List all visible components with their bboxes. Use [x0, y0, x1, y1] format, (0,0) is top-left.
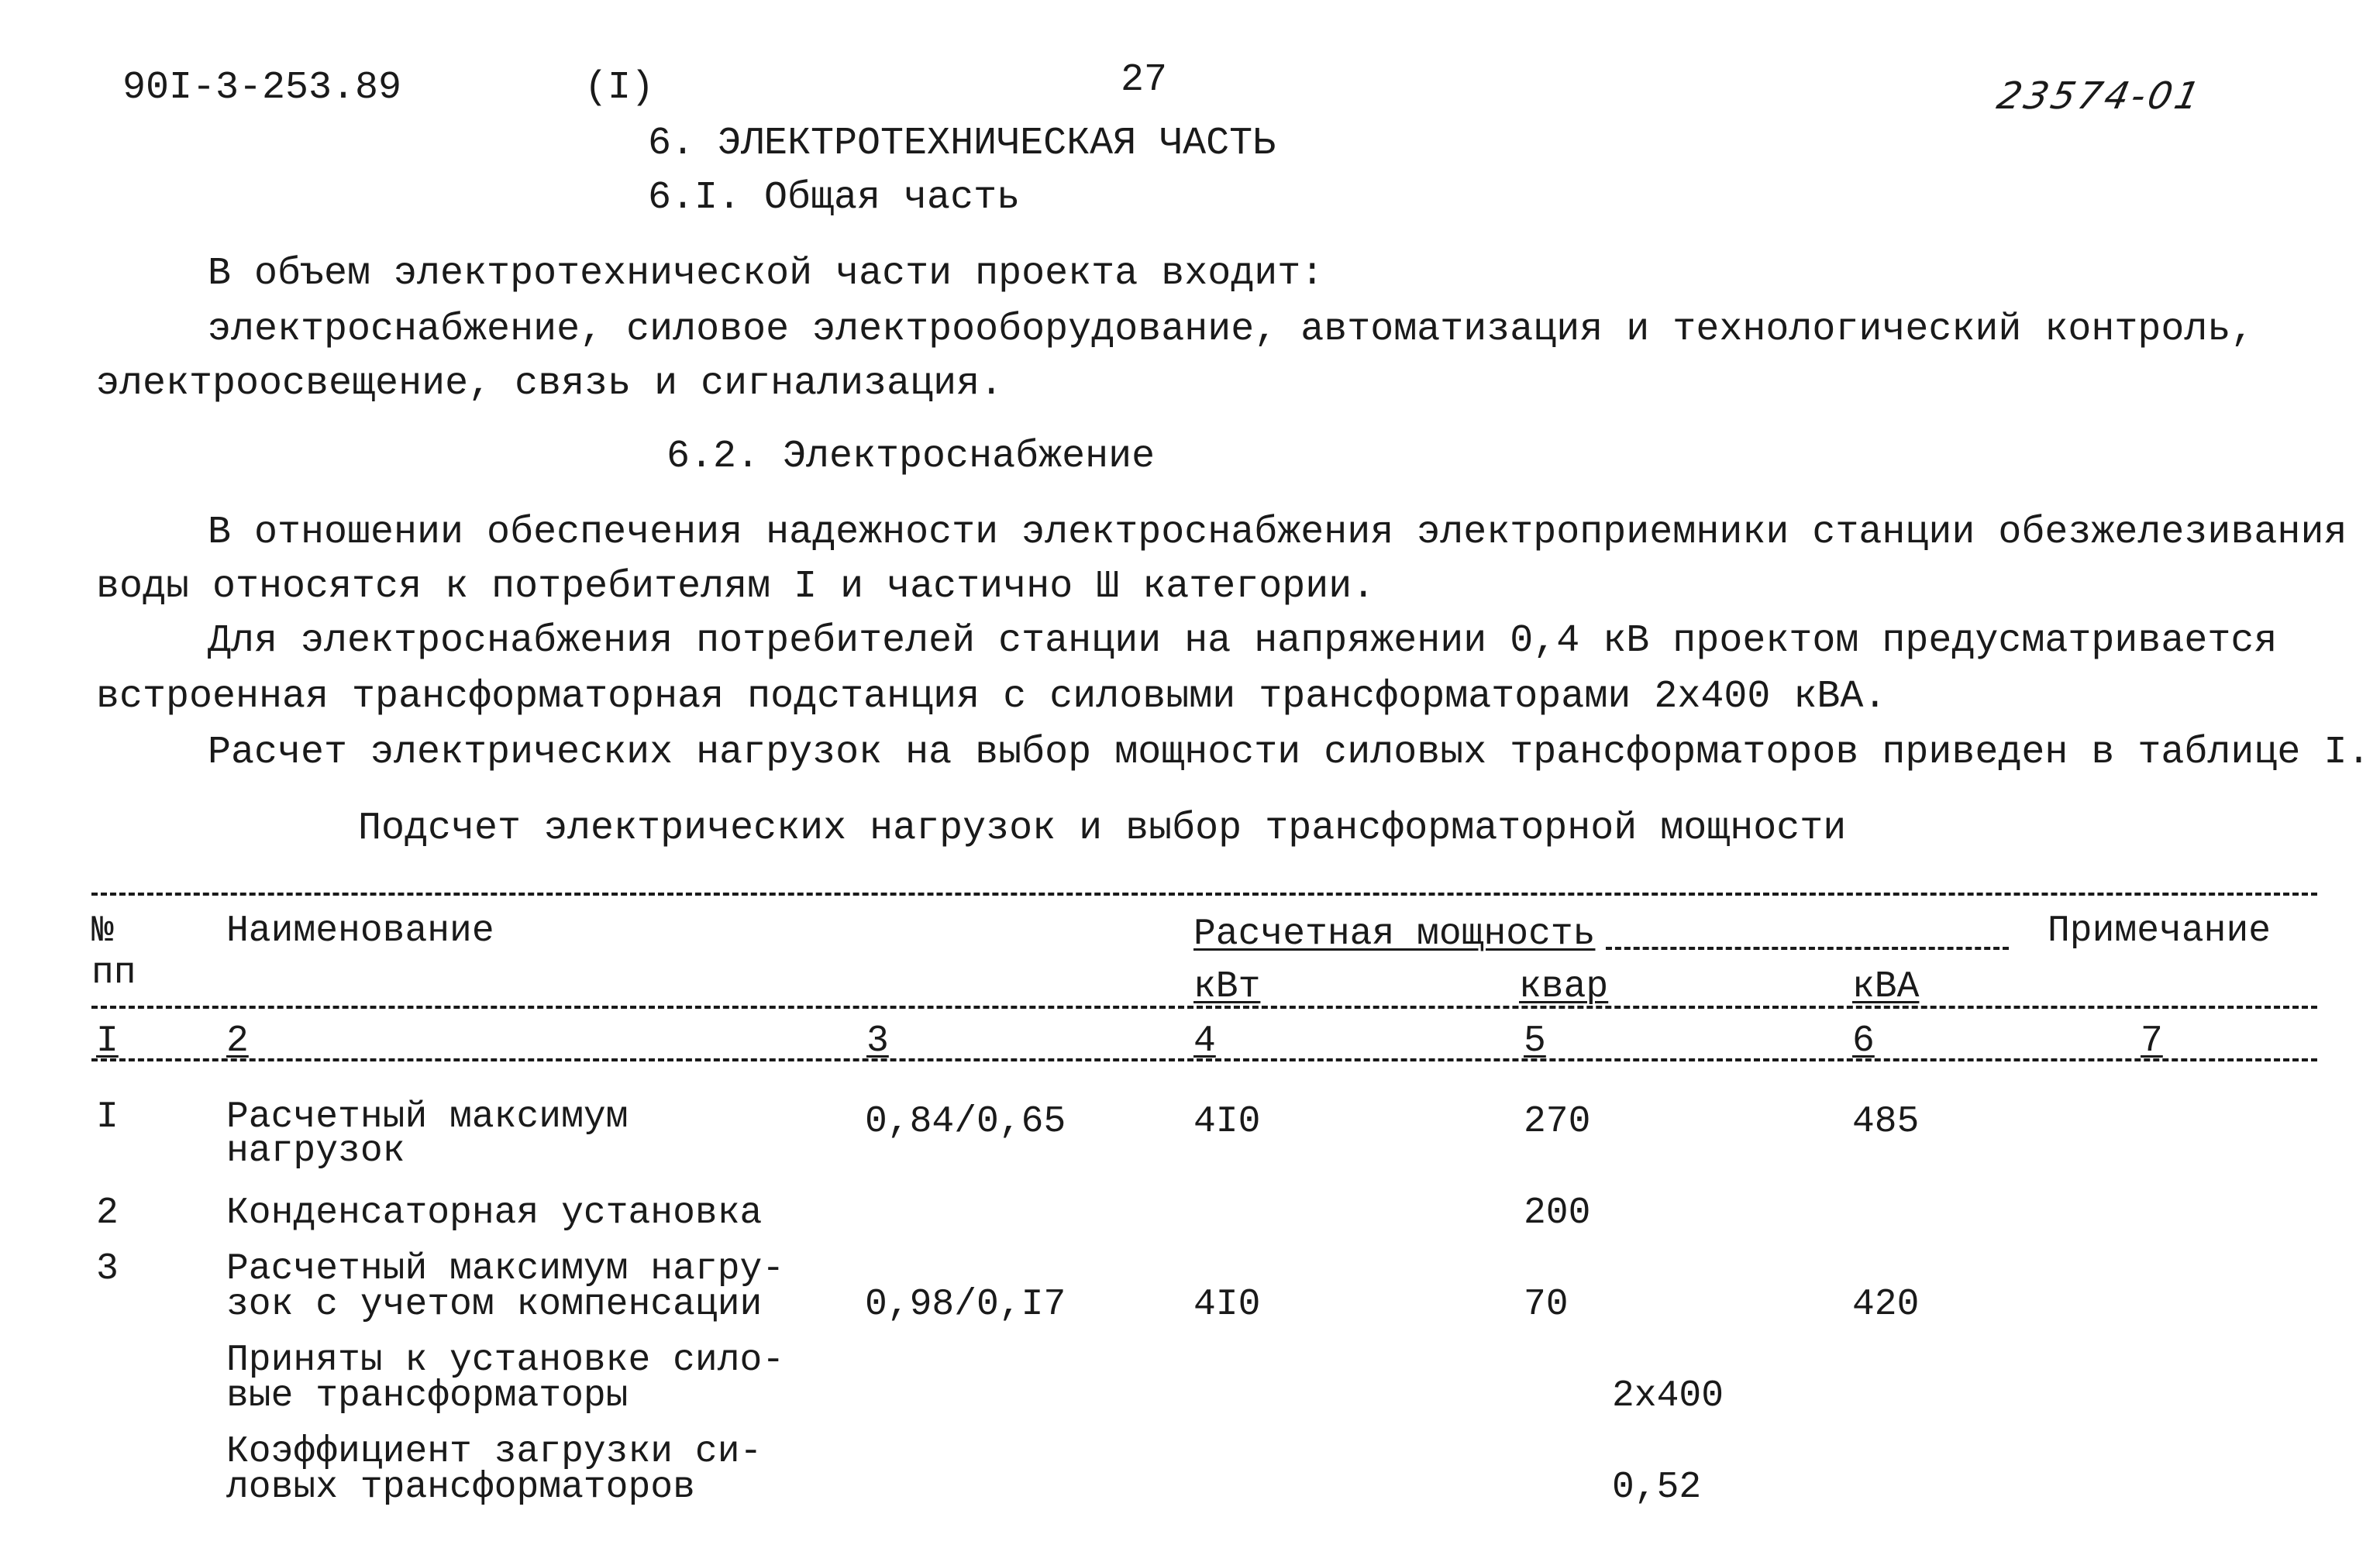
row-1-cos-tg: 0,84/0,65 [865, 1101, 1066, 1143]
header-kva: кВА [1852, 966, 1920, 1008]
paragraph-1-line-1: В объем электротехнической части проекта входит: [208, 252, 1324, 296]
row-5-load-factor: 0,52 [1612, 1467, 1702, 1509]
paragraph-3-line-2: встроенная трансформаторная подстанция с силовыми трансформаторами 2х400 кВА. [96, 675, 1887, 719]
paragraph-1-line-2: электроснабжение, силовое электрооборудование, автоматизация и технологический контроль, [208, 308, 2254, 352]
inventory-stamp: 23574-01 [1993, 74, 2207, 118]
row-2-number: 2 [96, 1192, 119, 1234]
row-1-number: I [96, 1096, 119, 1138]
paragraph-2-line-1: В отношении обеспечения надежности электроснабжения электроприемники станции обезжелезивания [208, 511, 2347, 555]
row-1-kw: 4I0 [1193, 1101, 1261, 1143]
row-1-kva: 485 [1852, 1101, 1920, 1143]
row-2-name-line-1: Конденсаторная установка [226, 1192, 763, 1234]
row-1-name-line-1: Расчетный максимум [226, 1096, 629, 1138]
row-3-name-line-2: зок с учетом компенсации [226, 1284, 763, 1326]
header-number-pp: пп [91, 952, 136, 994]
row-3-cos-tg: 0,98/0,I7 [865, 1284, 1066, 1326]
page-number: 27 [1121, 58, 1168, 102]
section-title: 6. ЭЛЕКТРОТЕХНИЧЕСКАЯ ЧАСТЬ [648, 122, 1276, 166]
subsection-general: 6.I. Общая часть [648, 176, 1021, 220]
row-2-kvar: 200 [1524, 1192, 1591, 1234]
power-group-rule [1606, 947, 2009, 950]
paragraph-2-line-2: воды относятся к потребителям I и частично Ш категории. [96, 565, 1376, 609]
col-number-2: 2 [226, 1020, 249, 1062]
col-number-1: I [96, 1020, 119, 1062]
volume-number: (I) [584, 66, 655, 110]
paragraph-1-line-3: электроосвещение, связь и сигнализация. [96, 362, 1004, 406]
header-number-sign: № [91, 910, 114, 952]
doc-code: 90I-3-253.89 [122, 66, 402, 110]
table-top-rule [91, 893, 2317, 896]
row-5-name-line-2: ловых трансформаторов [226, 1467, 695, 1509]
col-number-7: 7 [2141, 1020, 2163, 1062]
header-power-group: Расчетная мощность [1193, 913, 1596, 955]
header-note: Примечание [2048, 910, 2272, 952]
header-name: Наименование [226, 910, 494, 952]
row-1-name-line-2: нагрузок [226, 1130, 405, 1172]
row-4-name-line-2: вые трансформаторы [226, 1375, 629, 1417]
header-kvar: квар [1519, 966, 1609, 1008]
col-number-3: 3 [866, 1020, 889, 1062]
paragraph-3-line-1: Для электроснабжения потребителей станции на напряжении 0,4 кВ проектом предусматривается [208, 619, 2278, 663]
paragraph-4: Расчет электрических нагрузок на выбор мощности силовых трансформаторов приведен в таблице I. [208, 731, 2371, 775]
row-3-kva: 420 [1852, 1284, 1920, 1326]
col-number-4: 4 [1193, 1020, 1216, 1062]
row-5-name-line-1: Коэффициент загрузки си- [226, 1431, 763, 1473]
row-4-transformers: 2х400 [1612, 1375, 1724, 1417]
row-3-name-line-1: Расчетный максимум нагру- [226, 1248, 785, 1290]
row-3-kw: 4I0 [1193, 1284, 1261, 1326]
table-caption: Подсчет электрических нагрузок и выбор трансформаторной мощности [358, 807, 1847, 851]
row-1-kvar: 270 [1524, 1101, 1591, 1143]
row-3-number: 3 [96, 1248, 119, 1290]
col-number-6: 6 [1852, 1020, 1875, 1062]
header-kw: кВт [1193, 966, 1261, 1008]
row-3-kvar: 70 [1524, 1284, 1569, 1326]
subsection-power-supply: 6.2. Электроснабжение [666, 435, 1156, 479]
row-4-name-line-1: Приняты к установке сило- [226, 1340, 785, 1381]
col-number-5: 5 [1524, 1020, 1546, 1062]
